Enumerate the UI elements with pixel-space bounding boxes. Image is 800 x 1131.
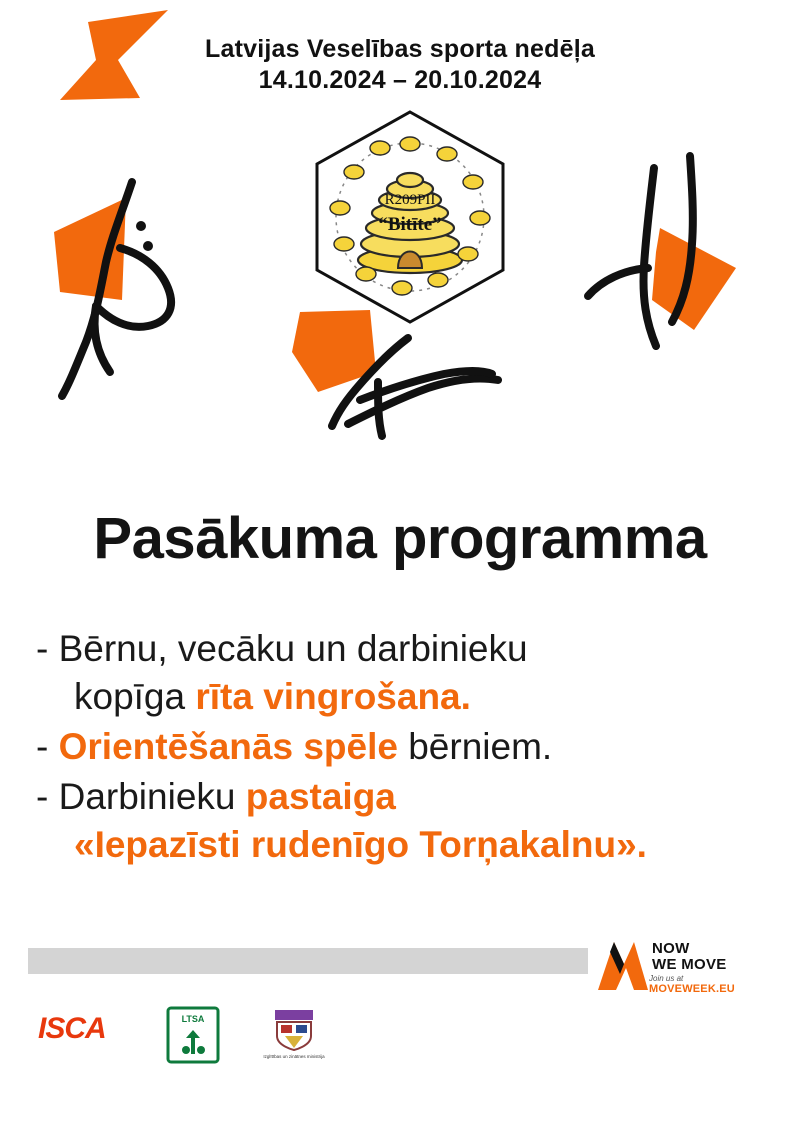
ministry-crest-icon [271,1008,317,1052]
page-title: Pasākuma programma [93,506,707,571]
list-item [36,723,771,771]
nwm-join-text: Join us at [649,974,684,983]
isca-logo: ISCA [38,1012,106,1045]
list-bullet: - [36,776,49,818]
lisa-logo [166,1006,220,1064]
figure-center-leg [378,382,382,436]
list-item [36,625,771,721]
orange-shape-left [54,198,126,300]
logo-code: R209PII [384,192,436,208]
list-item-line2 [36,673,771,721]
figure-left-dot1 [136,221,146,231]
now-we-move-logo [594,938,754,1000]
logo-name: “Bitīte” [378,214,442,235]
list-item-text-highlight: pastaiga [245,776,396,818]
list-item-line2: «Iepazīsti rudenīgo Torņakalnu». [74,824,647,866]
list-item [36,773,771,869]
nwm-arrow-icon [594,938,650,996]
footer-band [28,948,588,974]
nwm-url[interactable]: MOVEWEEK.EU [649,983,735,995]
header-title-line1: Latvijas Veselības sporta nedēļa [205,35,595,63]
list-item-text-plain: Darbinieku [58,776,246,818]
nwm-line2: WE MOVE [652,955,727,973]
sponsor-logos [38,1000,358,1080]
figure-left-dot2 [143,241,153,251]
figure-center-arm1 [348,378,498,424]
program-list [36,625,771,871]
figure-right-arm [588,268,648,296]
list-item-text: Bērnu, vecāku un darbinieku [58,628,528,669]
list-item-text-plain: kopīga [74,676,196,718]
list-item-text-highlight: rīta vingrošana. [195,676,471,718]
nwm-line1: NOW [652,940,690,957]
list-bullet: - [36,628,49,669]
header-title-line2: 14.10.2024 – 20.10.2024 [258,66,542,95]
list-bullet: - [36,726,49,768]
ministry-logo [246,1008,342,1072]
hexagon-beehive-logo [310,108,510,326]
list-item-text-highlight: Orientēšanās spēle [58,726,398,768]
svg-text:LTSA: LTSA [181,1014,205,1024]
figure-right-stroke1 [644,168,657,346]
lisa-shield-icon [166,1006,220,1064]
nwm-wordmark [652,941,727,973]
list-item-text-plain: bērniem. [397,726,553,768]
ministry-caption: Izglītības un zinātnes ministrija [263,1054,325,1059]
poster-header [0,34,800,97]
